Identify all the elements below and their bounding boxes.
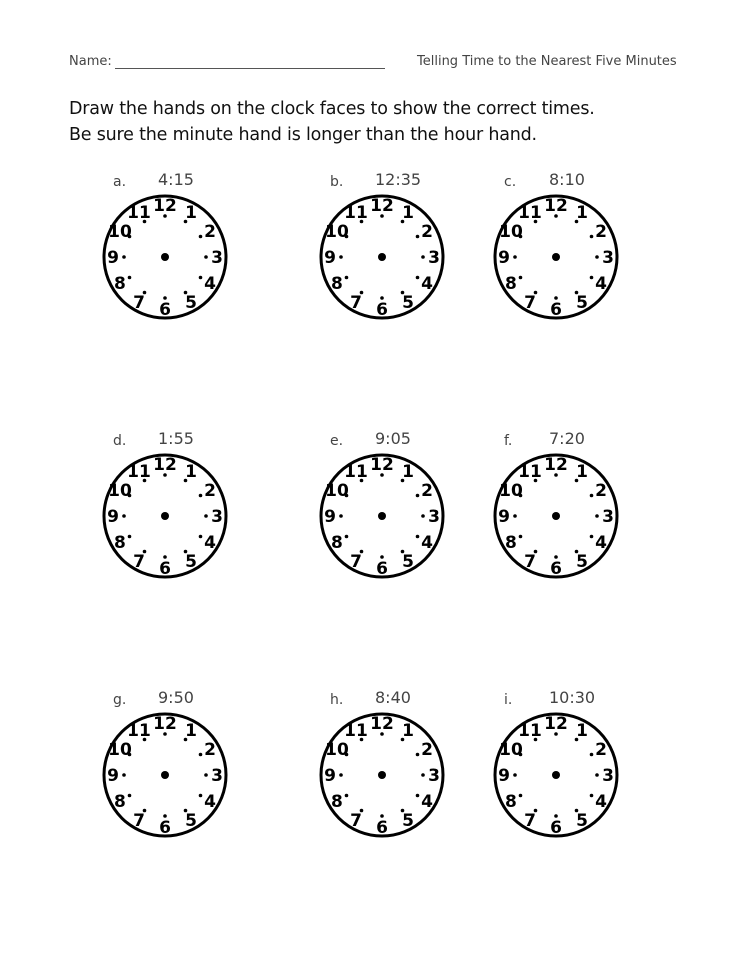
svg-text:1: 1 [402, 720, 414, 741]
clock-face-icon[interactable] [100, 710, 230, 840]
svg-text:8: 8 [114, 533, 126, 553]
svg-text:7: 7 [524, 552, 536, 573]
svg-text:11: 11 [518, 461, 542, 482]
svg-text:12: 12 [544, 455, 568, 475]
svg-text:1: 1 [402, 461, 414, 482]
instruction-line-1: Draw the hands on the clock faces to show the correct times. [69, 99, 595, 119]
problem-letter: a. [113, 174, 127, 190]
problem-letter: b. [330, 174, 344, 190]
svg-text:1: 1 [576, 720, 588, 741]
svg-text:3: 3 [428, 507, 440, 527]
svg-text:9: 9 [107, 507, 119, 527]
svg-text:4: 4 [204, 274, 216, 294]
problem-letter: i. [504, 692, 513, 708]
svg-text:7: 7 [350, 552, 362, 573]
target-time: 9:05 [375, 429, 411, 448]
target-time: 8:40 [375, 688, 411, 707]
svg-text:11: 11 [344, 461, 368, 482]
svg-text:6: 6 [159, 818, 171, 838]
svg-text:5: 5 [185, 552, 197, 573]
svg-text:4: 4 [421, 533, 433, 553]
problem-letter: f. [504, 433, 513, 449]
svg-text:8: 8 [505, 792, 517, 812]
svg-text:4: 4 [595, 533, 607, 553]
svg-text:2: 2 [421, 222, 433, 242]
svg-text:6: 6 [376, 559, 388, 579]
target-time: 12:35 [375, 170, 422, 189]
svg-text:1: 1 [185, 720, 197, 741]
svg-text:5: 5 [576, 552, 588, 573]
svg-text:9: 9 [107, 766, 119, 786]
svg-text:11: 11 [127, 461, 151, 482]
svg-text:9: 9 [498, 248, 510, 268]
svg-text:7: 7 [133, 293, 145, 314]
svg-text:5: 5 [402, 811, 414, 832]
svg-text:3: 3 [211, 766, 223, 786]
svg-text:1: 1 [576, 461, 588, 482]
svg-text:10: 10 [325, 481, 349, 501]
clock-problem-e [324, 429, 465, 593]
clock-problem-g [107, 688, 248, 852]
svg-text:9: 9 [498, 766, 510, 786]
svg-text:8: 8 [114, 792, 126, 812]
svg-text:5: 5 [402, 552, 414, 573]
clock-face-icon[interactable] [317, 451, 447, 581]
clock-problem-c [498, 170, 639, 334]
svg-text:12: 12 [153, 455, 177, 475]
svg-text:6: 6 [159, 300, 171, 320]
svg-text:11: 11 [127, 720, 151, 741]
svg-text:9: 9 [324, 766, 336, 786]
clock-face-icon[interactable] [100, 192, 230, 322]
svg-text:4: 4 [204, 533, 216, 553]
svg-text:4: 4 [421, 274, 433, 294]
clock-face-icon[interactable] [317, 710, 447, 840]
clock-face-icon[interactable] [491, 192, 621, 322]
svg-text:3: 3 [602, 766, 614, 786]
svg-text:1: 1 [576, 202, 588, 223]
svg-text:6: 6 [550, 818, 562, 838]
clock-face-icon[interactable] [491, 451, 621, 581]
svg-text:6: 6 [376, 818, 388, 838]
svg-text:4: 4 [595, 792, 607, 812]
svg-text:2: 2 [421, 481, 433, 501]
svg-text:2: 2 [204, 481, 216, 501]
target-time: 10:30 [549, 688, 596, 707]
clock-problem-a [107, 170, 248, 334]
svg-text:12: 12 [370, 196, 394, 216]
svg-text:2: 2 [595, 222, 607, 242]
svg-text:3: 3 [211, 248, 223, 268]
svg-text:5: 5 [576, 811, 588, 832]
svg-text:10: 10 [325, 222, 349, 242]
svg-text:11: 11 [127, 202, 151, 223]
svg-text:12: 12 [153, 714, 177, 734]
svg-text:10: 10 [499, 740, 523, 760]
svg-text:11: 11 [518, 202, 542, 223]
svg-text:7: 7 [524, 293, 536, 314]
clock-face-icon[interactable] [491, 710, 621, 840]
svg-text:1: 1 [185, 461, 197, 482]
svg-text:10: 10 [108, 740, 132, 760]
svg-text:7: 7 [350, 293, 362, 314]
problem-letter: g. [113, 692, 127, 708]
svg-text:10: 10 [325, 740, 349, 760]
problem-letter: c. [504, 174, 517, 190]
svg-text:1: 1 [185, 202, 197, 223]
clock-problem-i [498, 688, 639, 852]
svg-text:4: 4 [595, 274, 607, 294]
svg-text:5: 5 [576, 293, 588, 314]
clock-face-icon[interactable] [317, 192, 447, 322]
svg-text:3: 3 [211, 507, 223, 527]
clock-problem-d [107, 429, 248, 593]
svg-text:7: 7 [524, 811, 536, 832]
svg-text:2: 2 [204, 222, 216, 242]
svg-text:6: 6 [550, 559, 562, 579]
svg-text:10: 10 [499, 481, 523, 501]
clock-problem-f [498, 429, 639, 593]
svg-text:1: 1 [402, 202, 414, 223]
svg-text:2: 2 [204, 740, 216, 760]
svg-text:3: 3 [602, 507, 614, 527]
svg-text:2: 2 [595, 481, 607, 501]
worksheet-title: Telling Time to the Nearest Five Minutes [417, 54, 677, 69]
svg-text:8: 8 [505, 274, 517, 294]
svg-text:11: 11 [344, 202, 368, 223]
svg-text:12: 12 [544, 196, 568, 216]
svg-text:5: 5 [185, 293, 197, 314]
svg-text:9: 9 [324, 248, 336, 268]
svg-text:2: 2 [421, 740, 433, 760]
target-time: 4:15 [158, 170, 194, 189]
svg-text:10: 10 [108, 481, 132, 501]
svg-text:12: 12 [370, 714, 394, 734]
target-time: 8:10 [549, 170, 585, 189]
svg-text:6: 6 [550, 300, 562, 320]
name-line[interactable] [115, 68, 385, 69]
svg-text:6: 6 [376, 300, 388, 320]
name-label: Name: [69, 54, 112, 69]
clock-problem-b [324, 170, 465, 334]
clock-problem-h [324, 688, 465, 852]
problem-letter: e. [330, 433, 344, 449]
svg-text:6: 6 [159, 559, 171, 579]
svg-text:4: 4 [204, 792, 216, 812]
svg-text:3: 3 [428, 248, 440, 268]
svg-text:4: 4 [421, 792, 433, 812]
clock-face-icon[interactable] [100, 451, 230, 581]
svg-text:7: 7 [350, 811, 362, 832]
svg-text:9: 9 [324, 507, 336, 527]
svg-text:12: 12 [370, 455, 394, 475]
svg-text:3: 3 [602, 248, 614, 268]
svg-text:7: 7 [133, 552, 145, 573]
svg-text:12: 12 [153, 196, 177, 216]
svg-text:2: 2 [595, 740, 607, 760]
svg-text:11: 11 [344, 720, 368, 741]
svg-text:5: 5 [185, 811, 197, 832]
svg-text:12: 12 [544, 714, 568, 734]
target-time: 1:55 [158, 429, 194, 448]
svg-text:5: 5 [402, 293, 414, 314]
svg-text:8: 8 [331, 792, 343, 812]
svg-text:9: 9 [498, 507, 510, 527]
svg-text:8: 8 [505, 533, 517, 553]
svg-text:9: 9 [107, 248, 119, 268]
svg-text:3: 3 [428, 766, 440, 786]
problem-letter: h. [330, 692, 344, 708]
instruction-line-2: Be sure the minute hand is longer than the hour hand. [69, 125, 537, 145]
svg-text:8: 8 [331, 274, 343, 294]
svg-text:8: 8 [331, 533, 343, 553]
problem-letter: d. [113, 433, 127, 449]
target-time: 7:20 [549, 429, 585, 448]
svg-text:8: 8 [114, 274, 126, 294]
svg-text:10: 10 [499, 222, 523, 242]
svg-text:7: 7 [133, 811, 145, 832]
svg-text:10: 10 [108, 222, 132, 242]
target-time: 9:50 [158, 688, 194, 707]
svg-text:11: 11 [518, 720, 542, 741]
